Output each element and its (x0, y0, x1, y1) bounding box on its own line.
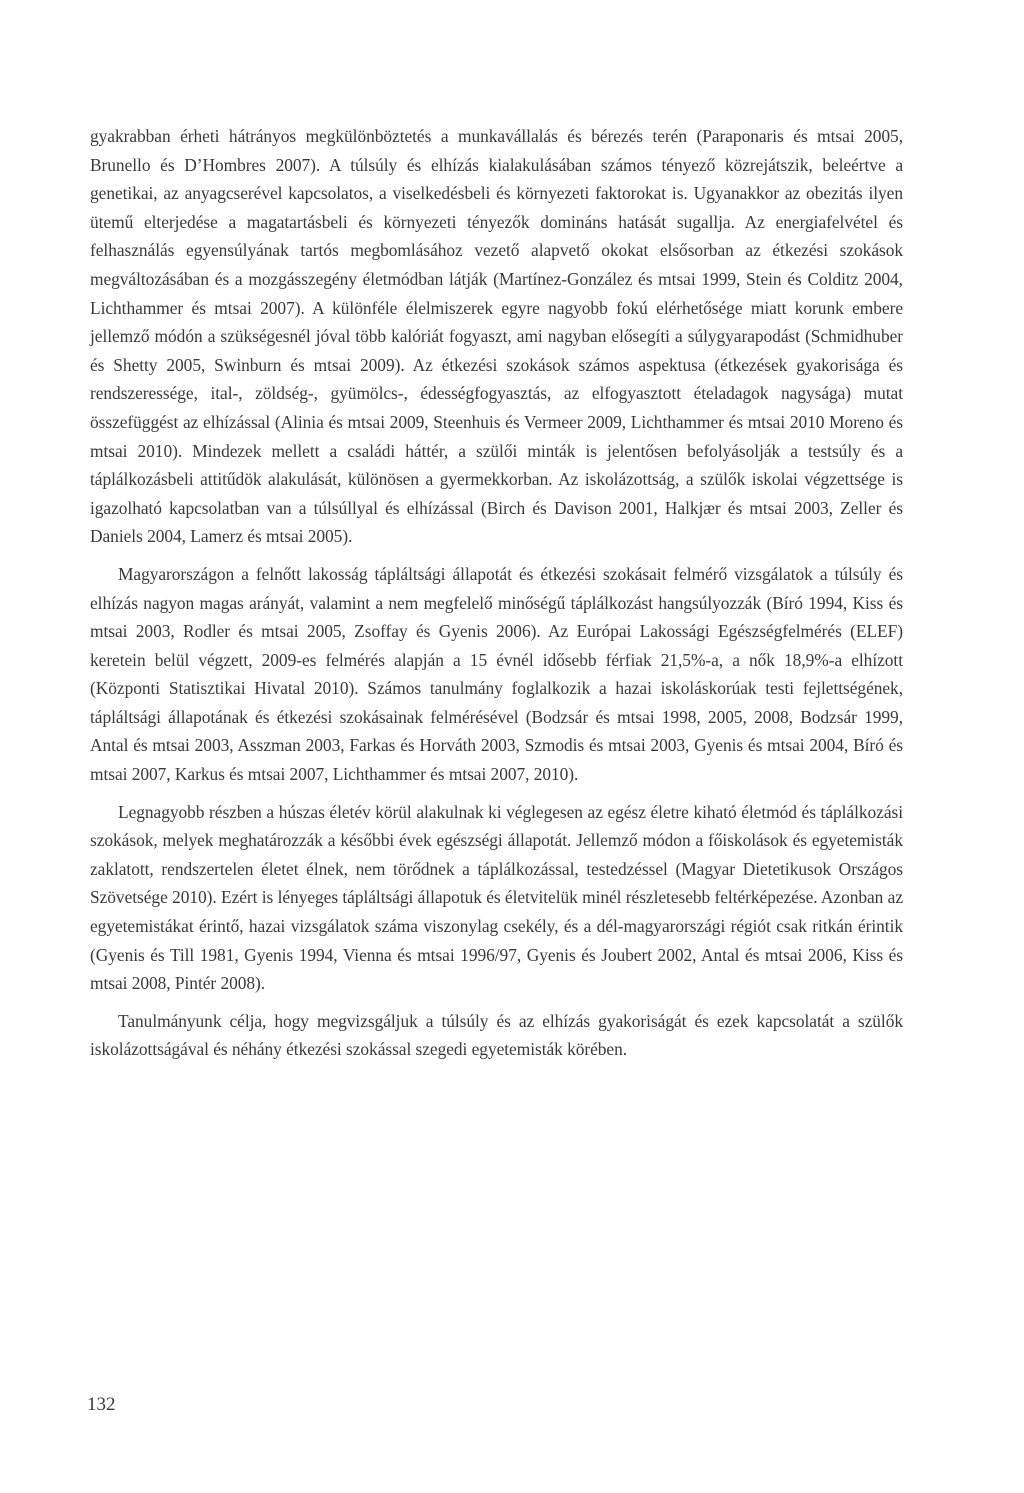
document-body (90, 122, 903, 1064)
page-number: 132 (87, 1394, 116, 1415)
paragraph-2: Magyarországon a felnőtt lakosság tápláltsági állapotát és étkezési szokásait felmérő vizsgálatok a túlsúly és elhízás nagyon magas arányát, valamint a nem megfelelő minőségű táplálkozást hangsúlyozzák (Bíró 1994, Kiss és mtsai 2003, Rodler és mtsai 2005, Zsoffay és Gyenis 2006). Az Európai Lakossági Egészségfelmérés (ELEF) keretein belül végzett, 2009-es felmérés alapján a 15 évnél idősebb férfiak 21,5%-a, a nők 18,9%-a elhízott (Központi Statisztikai Hivatal 2010). Számos tanulmány foglalkozik a hazai iskoláskorúak testi fejlettségének, tápláltsági állapotának és étkezési szokásainak felmérésével (Bodzsár és mtsai 1998, 2005, 2008, Bodzsár 1999, Antal és mtsai 2003, Asszman 2003, Farkas és Horváth 2003, Szmodis és mtsai 2003, Gyenis és mtsai 2004, Bíró és mtsai 2007, Karkus és mtsai 2007, Lichthammer és mtsai 2007, 2010). (90, 563, 903, 785)
paragraph-1: gyakrabban érheti hátrányos megkülönböztetés a munkavállalás és bérezés terén (Paraponaris és mtsai 2005, Brunello és D’Hombres 2007). A túlsúly és elhízás kialakulásában számos tényező közrejátszik, beleértve a genetikai, az anyagcserével kapcsolatos, a viselkedésbeli és környezeti faktorokat is. Ugyanakkor az obezitás ilyen ütemű elterjedése a magatartásbeli és környezeti tényezők domináns hatását sugallja. Az energiafelvétel és felhasználás egyensúlyának tartós megbomlásához vezető alapvető okokat elsősorban az étkezési szokások megváltozásában és a mozgásszegény életmódban látják (Martínez-González és mtsai 1999, Stein és Colditz 2004, Lichthammer és mtsai 2007). A különféle élelmiszerek egyre nagyobb fokú elérhetősége miatt korunk embere jellemző módón a szükségesnél jóval több kalóriát fogyaszt, ami nagyban elősegíti a súlygyarapodást (Schmidhuber és Shetty 2005, Swinburn és mtsai 2009). Az étkezési szokások számos aspektusa (étkezések gyakorisága és rendszeressége, ital-, zöldség-, gyümölcs-, édességfogyasztás, az elfogyasztott ételadagok nagysága) mutat összefüggést az elhízással (Alinia és mtsai 2009, Steenhuis és Vermeer 2009, Lichthammer és mtsai 2010 Moreno és mtsai 2010). Mindezek mellett a családi háttér, a szülői minták is jelentősen befolyásolják a testsúly és a táplálkozásbeli attitűdök alakulását, különösen a gyermekkorban. Az iskolázottság, a szülők iskolai végzettsége is igazolható kapcsolatban van a túlsúllyal és elhízással (Birch és Davison 2001, Halkjær és mtsai 2003, Zeller és Daniels 2004, Lamerz és mtsai 2005). (90, 126, 903, 547)
paragraph-3: Legnagyobb részben a húszas életév körül alakulnak ki véglegesen az egész életre kiható életmód és táplálkozási szokások, melyek meghatározzák a későbbi évek egészségi állapotát. Jellemző módon a főiskolások és egyetemisták zaklatott, rendszertelen életet élnek, nem törődnek a táplálkozással, testedzéssel (Magyar Dietetikusok Országos Szövetsége 2010). Ezért is lényeges tápláltsági állapotuk és életvitelük minél részletesebb feltérképezése. Azonban az egyetemistákat érintő, hazai vizsgálatok száma viszonylag csekély, és a dél-magyarországi régiót csak ritkán érintik (Gyenis és Till 1981, Gyenis 1994, Vienna és mtsai 1996/97, Gyenis és Joubert 2002, Antal és mtsai 2006, Kiss és mtsai 2008, Pintér 2008). (90, 801, 903, 994)
paragraph-4: Tanulmányunk célja, hogy megvizsgáljuk a túlsúly és az elhízás gyakoriságát és ezek kapcsolatát a szülők iskolázottságával és néhány étkezési szokással szegedi egyetemisták körében. (90, 1010, 903, 1060)
